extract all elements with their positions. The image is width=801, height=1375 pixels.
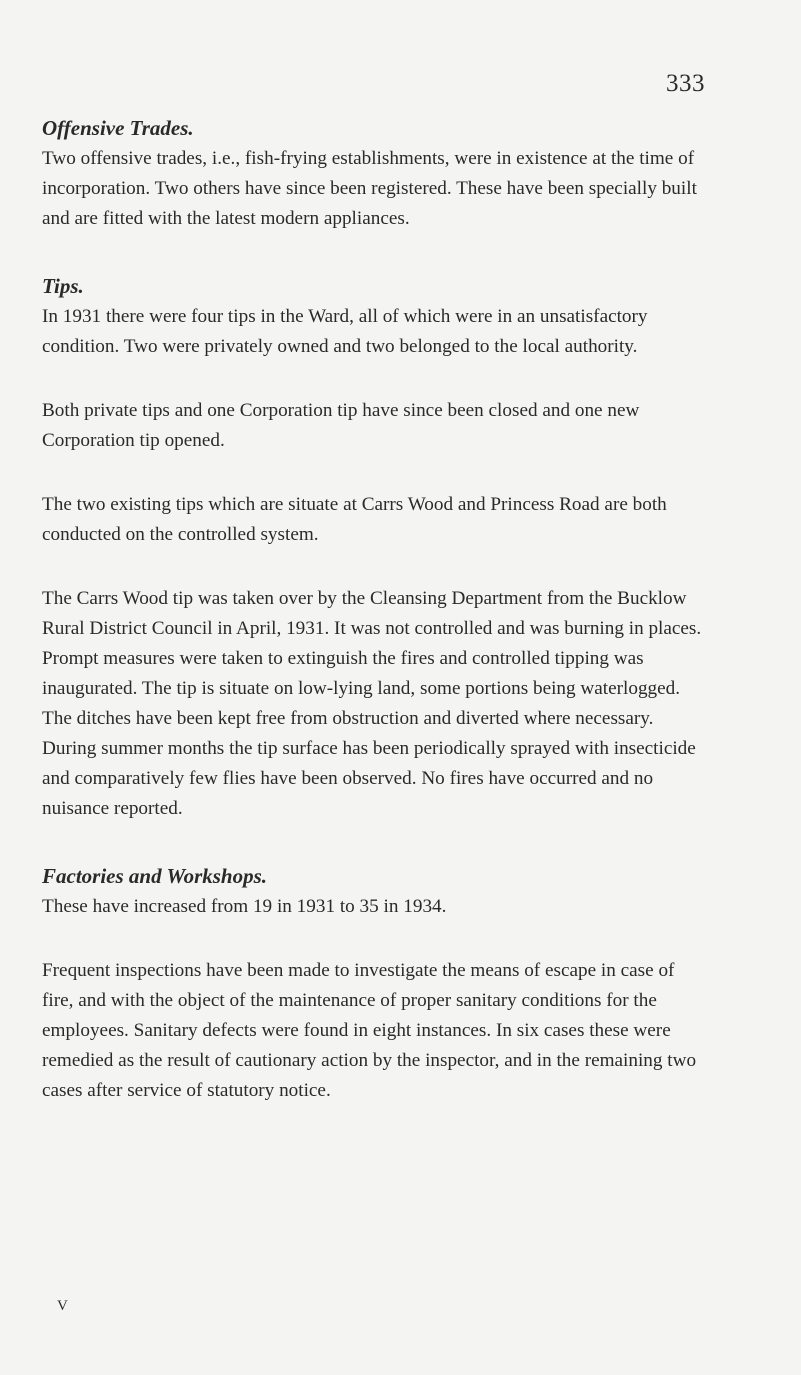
paragraph-tips-1: In 1931 there were four tips in the Ward, all of which were in an unsatisfactory condition. Two were privately owned and two belonged to the local authority. — [42, 306, 648, 357]
spacer — [42, 550, 708, 584]
section-heading-tips: Tips. — [42, 274, 84, 298]
paragraph-tips-2: Both private tips and one Corporation tip have since been closed and one new Corporation tip opened. — [42, 400, 640, 451]
page-number: 333 — [666, 70, 705, 97]
paragraph-tips-4: The Carrs Wood tip was taken over by the Cleansing Department from the Bucklow Rural District Council in April, 1931. It was not controlled and was burning in places. Prompt measures were taken to extinguish the fires and controlled tipping was inaugurated. The tip is situate on low-lying land, some portions being waterlogged. The ditches have been kept free from obstruction and diverted where necessary. During summer months the tip surface has been periodically sprayed with insecticide and comparatively few flies have been observed. No fires have occurred and no nuisance reported. — [42, 588, 702, 819]
paragraph-factories-2: Frequent inspections have been made to investigate the means of escape in case of fire, and with the object of the maintenance of proper sanitary conditions for the employees. Sanitary defects were found in eight instances. In six cases these were remedied as the result of cautionary action by the inspector, and in the remaining two cases after service of statutory notice. — [42, 960, 697, 1101]
spacer — [42, 824, 708, 860]
paragraph-offensive-trades-1: Two offensive trades, i.e., fish-frying establishments, were in existence at the time of incorporation. Two others have since been registered. These have been specially built and are fitted with the latest modern appliances. — [42, 148, 697, 229]
section-heading-factories-workshops: Factories and Workshops. — [42, 864, 268, 888]
section-heading-offensive-trades: Offensive Trades. — [42, 116, 194, 140]
spacer — [42, 456, 708, 490]
paragraph-tips-3: The two existing tips which are situate at Carrs Wood and Princess Road are both conducted on the controlled system. — [42, 494, 667, 545]
section-tips — [42, 270, 708, 824]
spacer — [42, 922, 708, 956]
signature-mark: V — [57, 1298, 69, 1314]
spacer — [42, 362, 708, 396]
page-content — [42, 112, 708, 1106]
spacer — [42, 234, 708, 270]
section-offensive-trades — [42, 112, 708, 234]
section-factories-workshops — [42, 860, 708, 1106]
paragraph-factories-1: These have increased from 19 in 1931 to 35 in 1934. — [42, 896, 447, 917]
